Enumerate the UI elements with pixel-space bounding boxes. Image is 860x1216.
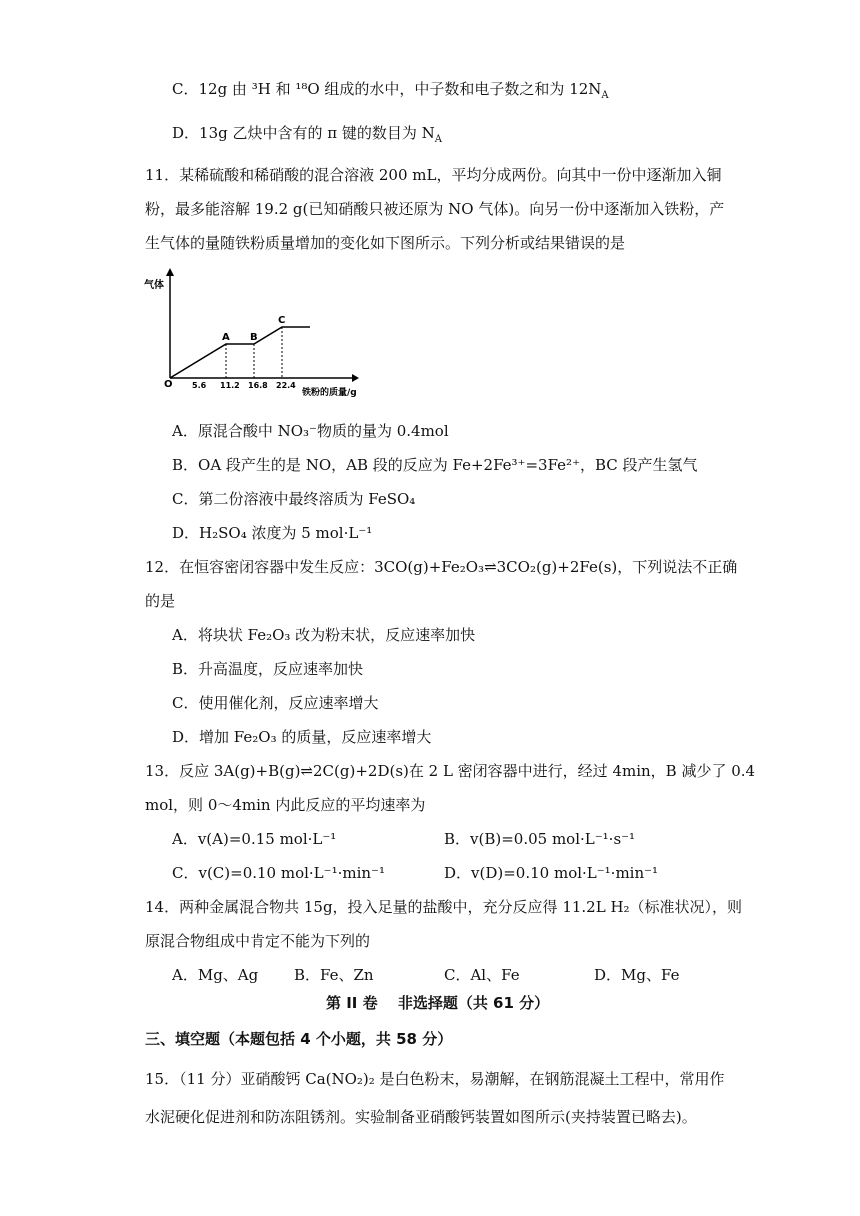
iron-gas-chart	[140, 268, 360, 400]
q11-stem-line-1: 11．某稀硫酸和稀硝酸的混合溶液 200 mL，平均分成两份。向其中一份中逐渐加入铜	[145, 166, 722, 184]
chart-x-label: 铁粉的质量/g	[302, 388, 357, 398]
chart-x-tick-label: 16.8	[248, 381, 268, 390]
chart-x-tick-label: 5.6	[192, 381, 207, 390]
q11-stem-line-2: 粉，最多能溶解 19.2 g(已知硝酸只被还原为 NO 气体)。向另一份中逐渐加入铁粉，产	[145, 200, 725, 218]
chart-point-label-a: A	[222, 332, 230, 343]
chart-point-label-b: B	[250, 332, 258, 343]
q13-option-a: A．v(A)=0.15 mol·L⁻¹	[172, 830, 337, 848]
q14-stem-line-1: 14．两种金属混合物共 15g，投入足量的盐酸中，充分反应得 11.2L H₂（标准状况），则	[145, 898, 743, 916]
q11-stem-line-3: 生气体的量随铁粉质量增加的变化如下图所示。下列分析或结果错误的是	[145, 234, 626, 252]
q14-stem-line-2: 原混合物组成中肯定不能为下列的	[145, 932, 371, 950]
q13-stem-line-1: 13．反应 3A(g)+B(g)⇌2C(g)+2D(s)在 2 L 密闭容器中进行，经过 4min，B 减少了 0.4	[145, 762, 756, 780]
section-2-heading: 第 II 卷 非选择题（共 61 分）	[326, 994, 550, 1012]
q13-option-c: C．v(C)=0.10 mol·L⁻¹·min⁻¹	[172, 864, 385, 882]
q12-option-b: B．升高温度，反应速率加快	[172, 660, 364, 678]
chart-x-tick-label: 11.2	[220, 381, 240, 390]
q14-option-c: C．Al、Fe	[444, 966, 520, 984]
q10-option-c: C．12g 由 ³H 和 ¹⁸O 组成的水中，中子数和电子数之和为 $12N_A$	[172, 80, 609, 101]
q11-option-c: C．第二份溶液中最终溶质为 FeSO₄	[172, 490, 416, 508]
q12-option-c: C．使用催化剂，反应速率增大	[172, 694, 379, 712]
q12-stem-line-1: 12．在恒容密闭容器中发生反应：3CO(g)+Fe₂O₃⇌3CO₂(g)+2Fe(s)，下列说法不正确	[145, 558, 738, 576]
chart-series-line	[170, 327, 310, 378]
chart-y-label: 气体	[144, 280, 164, 291]
chart-origin-label: O	[164, 379, 173, 390]
q11-option-b: B．OA 段产生的是 NO，AB 段的反应为 Fe+2Fe³⁺=3Fe²⁺，BC 段产生氢气	[172, 456, 698, 474]
q11-option-d: D．H₂SO₄ 浓度为 5 mol·L⁻¹	[172, 524, 373, 542]
chart-point-label-c: C	[278, 315, 286, 326]
section-3-heading: 三、填空题（本题包括 4 个小题，共 58 分）	[145, 1030, 453, 1048]
chart-x-tick-label: 22.4	[276, 381, 296, 390]
q13-stem-line-2: mol，则 0～4min 内此反应的平均速率为	[145, 796, 426, 814]
chart-axes	[166, 268, 359, 382]
q12-stem-line-2: 的是	[145, 592, 176, 610]
q15-stem-line-2: 水泥硬化促进剂和防冻阻锈剂。实验制备亚硝酸钙装置如图所示(夹持装置已略去)。	[145, 1108, 697, 1126]
q15-stem-line-1: 15．（11 分）亚硝酸钙 Ca(NO₂)₂ 是白色粉末，易潮解，在钢筋混凝土工程中，常用作	[145, 1070, 725, 1088]
q14-option-d: D．Mg、Fe	[594, 966, 680, 984]
q14-option-b: B．Fe、Zn	[294, 966, 374, 984]
q11-option-a: A．原混合酸中 NO₃⁻物质的量为 0.4mol	[172, 422, 449, 440]
q10-option-d: D．13g 乙炔中含有的 π 键的数目为 $N_A$	[172, 124, 443, 145]
q13-option-b: B．v(B)=0.05 mol·L⁻¹·s⁻¹	[444, 830, 636, 848]
q14-option-a: A．Mg、Ag	[172, 966, 259, 984]
q12-option-d: D．增加 Fe₂O₃ 的质量，反应速率增大	[172, 728, 432, 746]
q12-option-a: A．将块状 Fe₂O₃ 改为粉末状，反应速率加快	[172, 626, 476, 644]
q13-option-d: D．v(D)=0.10 mol·L⁻¹·min⁻¹	[444, 864, 659, 882]
